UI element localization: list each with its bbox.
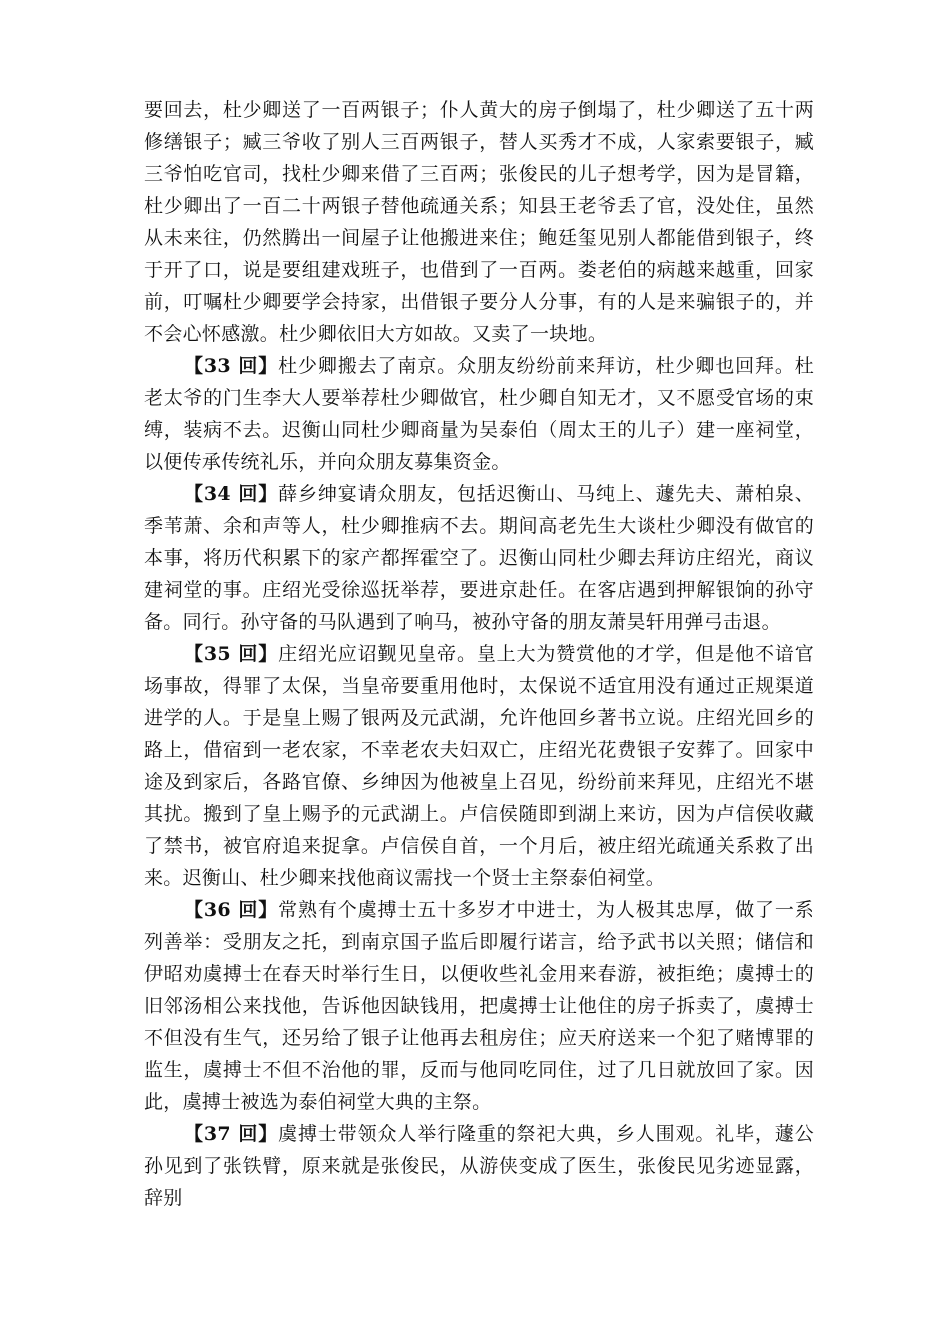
paragraph-chapter-34 xyxy=(144,478,814,638)
paragraph-continuation xyxy=(144,94,814,350)
paragraph-chapter-35 xyxy=(144,638,814,894)
paragraph-text: 常熟有个虞搏士五十多岁才中进士，为人极其忠厚，做了一系列善举：受朋友之托，到南京国子监后即履行诺言，给予武书以关照；储信和伊昭劝虞搏士在春天时举行生日，以便收些礼金用来春游，被拒绝；虞搏士的旧邻汤相公来找他，告诉他因缺钱用，把虞搏士让他住的房子拆卖了，虞搏士不但没有生气，还另给了银子让他再去租房住；应天府送来一个犯了赌博罪的监生，虞搏士不但不治他的罪，反而与他同吃同住，过了几日就放回了家。因此，虞搏士被选为泰伯祠堂大典的主祭。 xyxy=(144,899,815,1113)
chapter-tag: 【33 回】 xyxy=(184,355,279,377)
paragraph-text: 要回去，杜少卿送了一百两银子；仆人黄大的房子倒塌了，杜少卿送了五十两修缮银子；臧三爷收了别人三百两银子，替人买秀才不成，人家索要银子，臧三爷怕吃官司，找杜少卿来借了三百两；张俊民的儿子想考学，因为是冒籍，杜少卿出了一百二十两银子替他疏通关系；知县王老爷丢了官，没处住，虽然从未来往，仍然腾出一间屋子让他搬进来住；鲍廷玺见别人都能借到银子，终于开了口，说是要组建戏班子，也借到了一百两。娄老伯的病越来越重，回家前，叮嘱杜少卿要学会持家，出借银子要分人分事，有的人是来骗银子的，并不会心怀感激。杜少卿依旧大方如故。又卖了一块地。 xyxy=(144,99,814,345)
chapter-tag: 【37 回】 xyxy=(184,1123,279,1145)
chapter-tag: 【35 回】 xyxy=(184,643,279,665)
paragraph-chapter-37 xyxy=(144,1118,814,1214)
chapter-tag: 【36 回】 xyxy=(184,899,279,921)
paragraph-text: 杜少卿搬去了南京。众朋友纷纷前来拜访，杜少卿也回拜。杜老太爷的门生李大人要举荐杜少卿做官，杜少卿自知无才，又不愿受官场的束缚，装病不去。迟衡山同杜少卿商量为吴泰伯（周太王的儿子）建一座祠堂，以便传承传统礼乐，并向众朋友募集资金。 xyxy=(144,355,815,473)
paragraph-chapter-33 xyxy=(144,350,814,478)
paragraph-chapter-36 xyxy=(144,894,814,1118)
paragraph-text: 庄绍光应诏觐见皇帝。皇上大为赞赏他的才学，但是他不谙官场事故，得罪了太保，当皇帝要重用他时，太保说不适宜用没有通过正规渠道进学的人。于是皇上赐了银两及元武湖，允许他回乡著书立说。庄绍光回乡的路上，借宿到一老农家，不幸老农夫妇双亡，庄绍光花费银子安葬了。回家中途及到家后，各路官僚、乡绅因为他被皇上召见，纷纷前来拜见，庄绍光不堪其扰。搬到了皇上赐予的元武湖上。卢信侯随即到湖上来访，因为卢信侯收藏了禁书，被官府追来捉拿。卢信侯自首，一个月后，被庄绍光疏通关系救了出来。迟衡山、杜少卿来找他商议需找一个贤士主祭泰伯祠堂。 xyxy=(144,643,815,889)
document-page xyxy=(144,94,814,1214)
paragraph-text: 虞搏士带领众人举行隆重的祭祀大典，乡人围观。礼毕，蘧公孙见到了张铁臂，原来就是张俊民，从游侠变成了医生，张俊民见劣迹显露，辞别 xyxy=(144,1123,815,1209)
paragraph-text: 薛乡绅宴请众朋友，包括迟衡山、马纯上、蘧先夫、萧柏泉、季苇萧、余和声等人，杜少卿推病不去。期间高老先生大谈杜少卿没有做官的本事，将历代积累下的家产都挥霍空了。迟衡山同杜少卿去拜访庄绍光，商议建祠堂的事。庄绍光受徐巡抚举荐，要进京赴任。在客店遇到押解银饷的孙守备。同行。孙守备的马队遇到了响马，被孙守备的朋友萧昊轩用弹弓击退。 xyxy=(144,483,815,633)
chapter-tag: 【34 回】 xyxy=(184,483,279,505)
